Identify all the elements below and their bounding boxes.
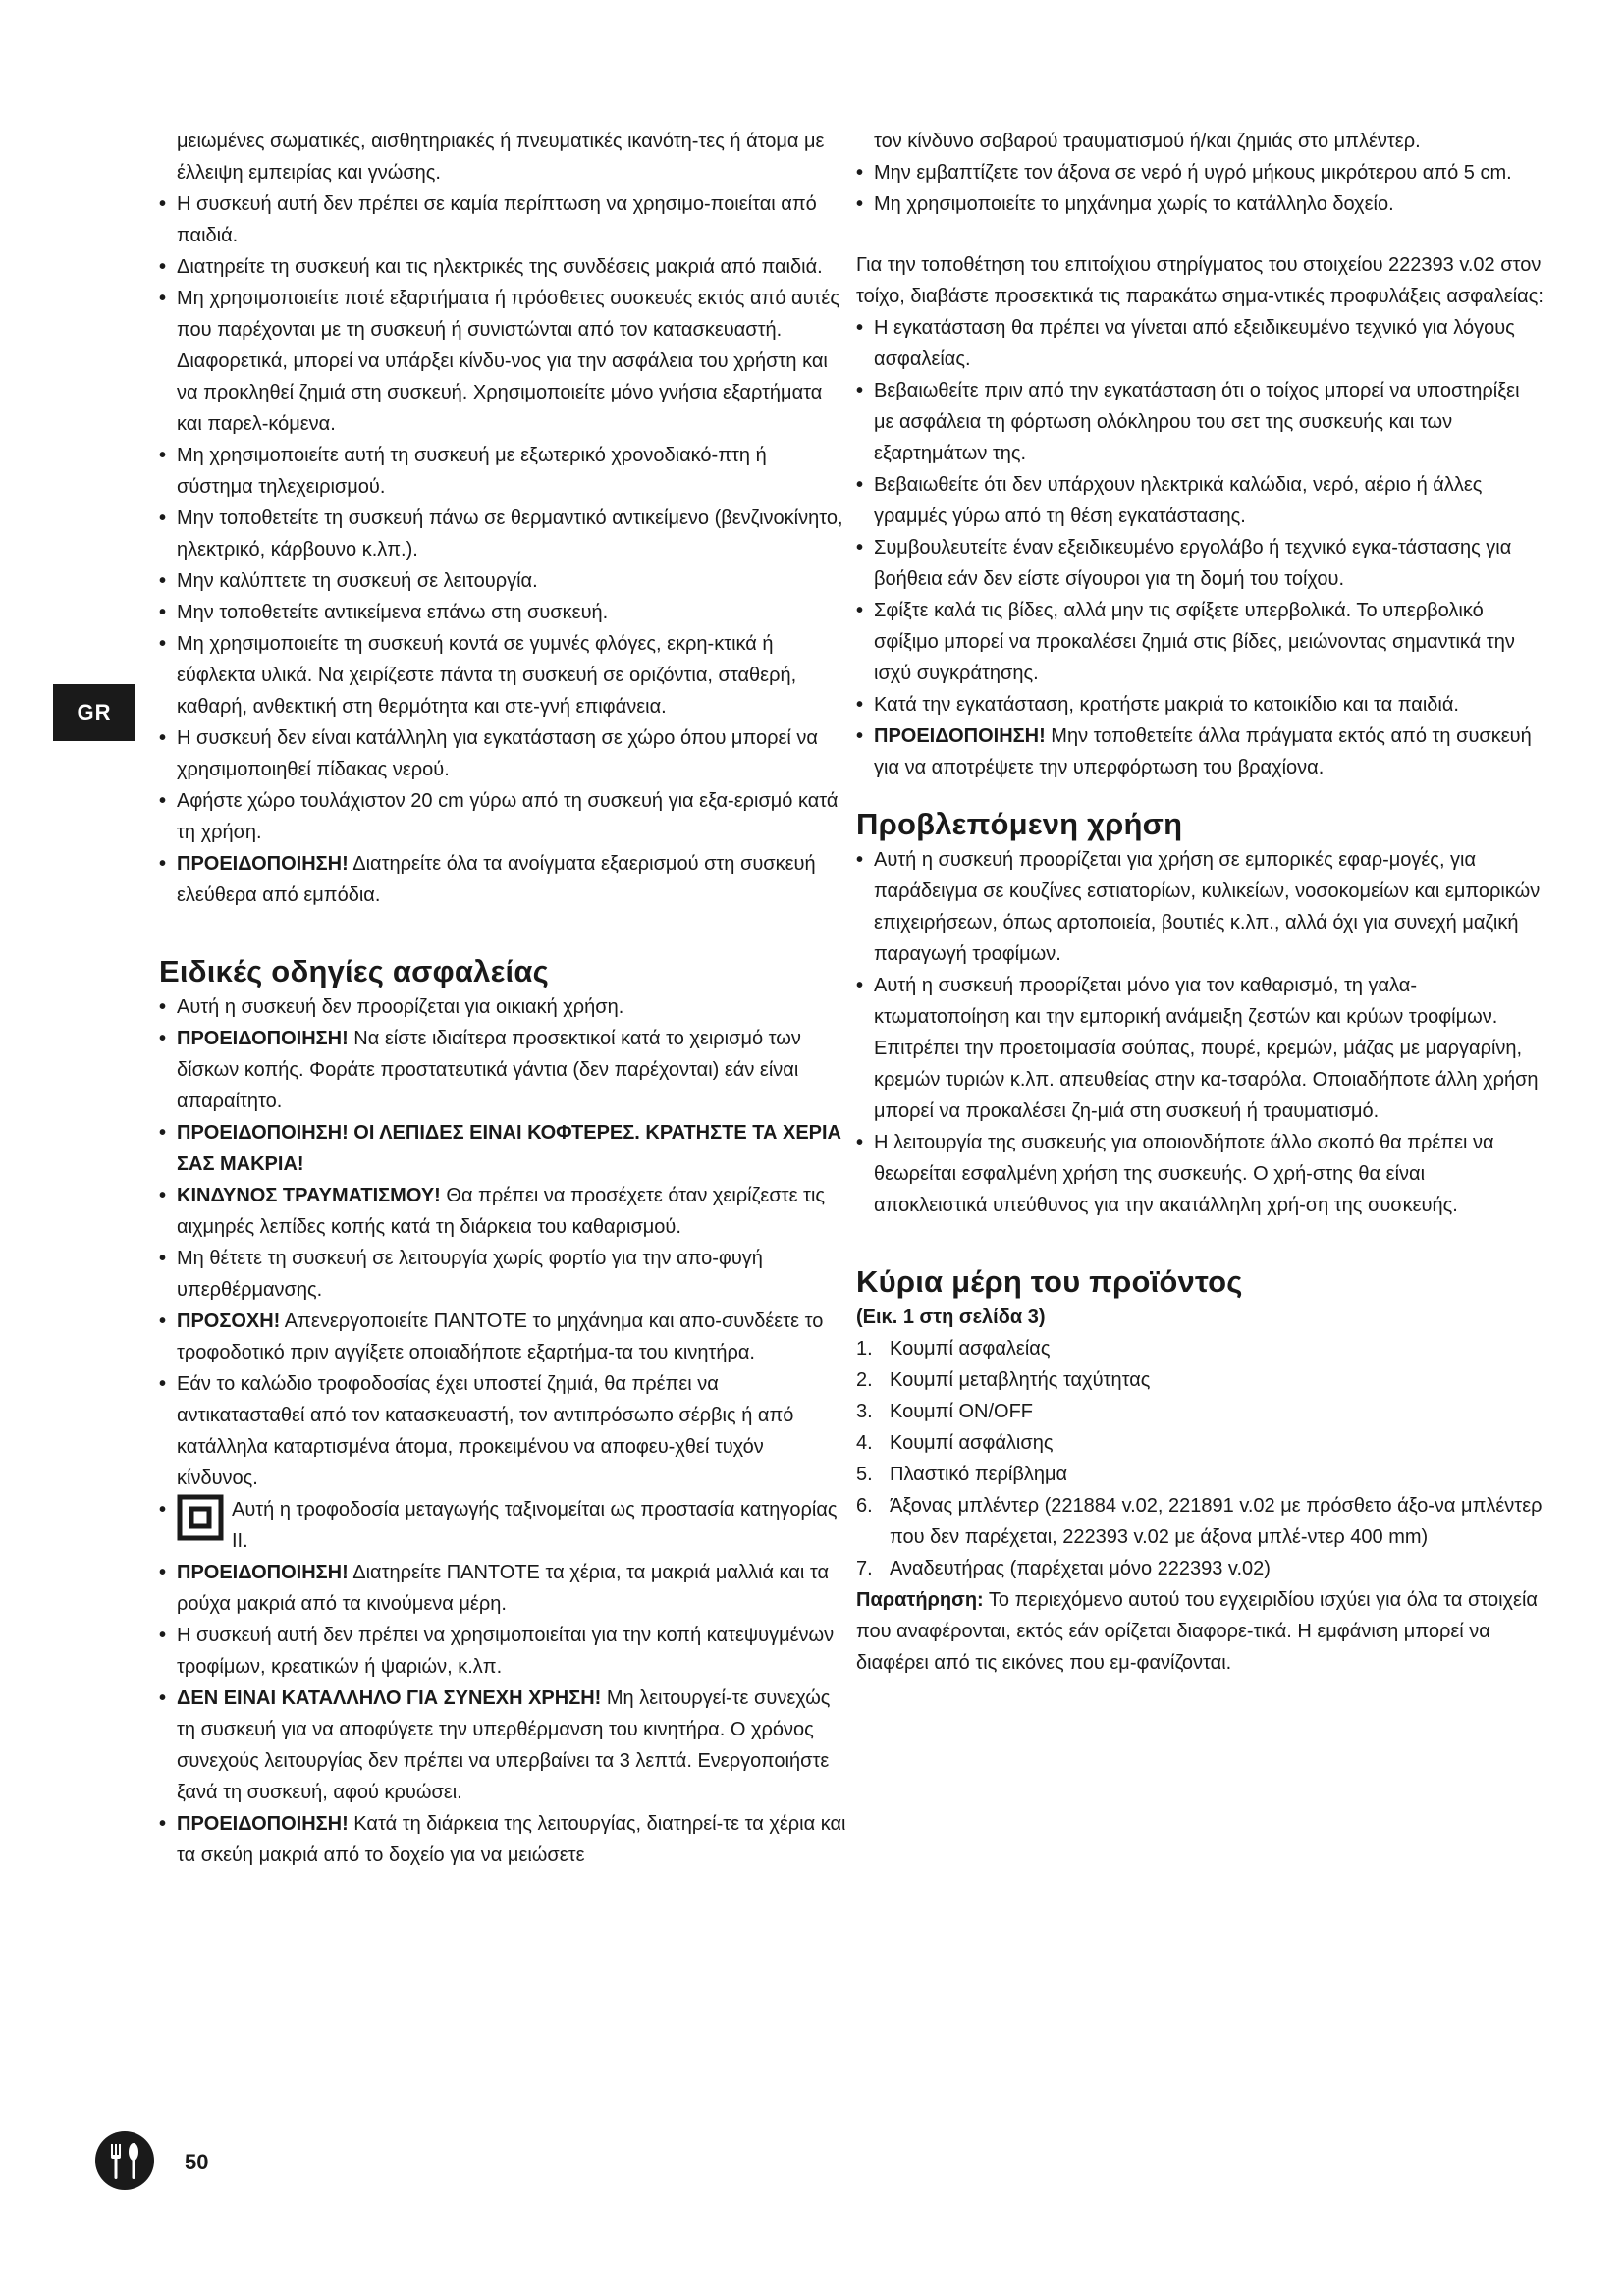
- list-item: 7. Αναδευτήρας (παρέχεται μόνο 222393 v.02): [856, 1558, 1271, 1579]
- section-heading-main-parts: Κύρια μέρη του προϊόντος: [856, 1264, 1243, 1299]
- list-item: 5. Πλαστικό περίβλημα: [856, 1464, 1068, 1485]
- list-item: • Αφήστε χώρο τουλάχιστον 20 cm γύρω από τη συσκευή για εξα-ερισμό κατά τη χρήση.: [159, 785, 846, 848]
- list-item: • Μη χρησιμοποιείτε ποτέ εξαρτήματα ή πρόσθετες συσκευές εκτός από αυτές που παρέχονται με τη συσκευή ή συνιστώνται από τον κατασκευαστή. Διαφορετικά, μπορεί να υπάρξει κίνδυ-νος για την ασφάλεια του χρήστη και να προκληθεί ζημιά στη συσκευή. Χρησιμοποιείτε μόνο γνήσια εξαρτήματα και παρελ-κόμενα.: [159, 283, 846, 440]
- list-item: • Αυτή η συσκευή δεν προορίζεται για οικιακή χρήση.: [159, 991, 846, 1023]
- left-column: [159, 126, 846, 1871]
- list-item: • Βεβαιωθείτε πριν από την εγκατάσταση ότι ο τοίχος μπορεί να υποστηρίξει με ασφάλεια τη φόρτωση ολόκληρου του σετ της συσκευής και των εξαρτημάτων της.: [856, 375, 1543, 469]
- warning-label: ΠΡΟΕΙΔΟΠΟΙΗΣΗ! ΟΙ ΛΕΠΙΔΕΣ ΕΙΝΑΙ ΚΟΦΤΕΡΕΣ. ΚΡΑΤΗΣΤΕ ΤΑ ΧΕΡΙΑ ΣΑΣ ΜΑΚΡΙΑ!: [177, 1122, 841, 1175]
- list-item: 1. Κουμπί ασφαλείας: [856, 1338, 1051, 1360]
- list-item: • ΠΡΟΕΙΔΟΠΟΙΗΣΗ! Διατηρείτε ΠΑΝΤΟΤΕ τα χέρια, τα μακριά μαλλιά και τα ρούχα μακριά από τα κινούμενα μέρη.: [159, 1557, 846, 1620]
- section-heading-intended-use: Προβλεπόμενη χρήση: [856, 807, 1183, 841]
- list-item: • Διατηρείτε τη συσκευή και τις ηλεκτρικές της συνδέσεις μακριά από παιδιά.: [159, 251, 846, 283]
- safety-list-continued: [159, 126, 846, 911]
- list-item: • Κατά την εγκατάσταση, κρατήστε μακριά το κατοικίδιο και τα παιδιά.: [856, 689, 1543, 721]
- list-item: • Βεβαιωθείτε ότι δεν υπάρχουν ηλεκτρικά καλώδια, νερό, αέριο ή άλλες γραμμές γύρω από τη θέση εγκατάστασης.: [856, 469, 1543, 532]
- list-item: [159, 1117, 846, 1180]
- list-item: • Μη θέτετε τη συσκευή σε λειτουργία χωρίς φορτίο για την απο-φυγή υπερθέρμανσης.: [159, 1243, 846, 1306]
- list-item: • Συμβουλευτείτε έναν εξειδικευμένο εργολάβο ή τεχνικό εγκα-τάστασης για βοήθεια εάν δεν είστε σίγουροι για τη δομή του τοίχου.: [856, 532, 1543, 595]
- list-item: • Μη χρησιμοποιείτε τη συσκευή κοντά σε γυμνές φλόγες, εκρη-κτικά ή εύφλεκτα υλικά. Να χειρίζεστε πάντα τη συσκευή σε οριζόντια, σταθερή, καθαρή, ανθεκτική στη θερμότητα και στε-γνή επιφάνεια.: [159, 628, 846, 722]
- intended-use-list: [856, 844, 1543, 1221]
- figure-reference: (Εικ. 1 στη σελίδα 3): [856, 1307, 1046, 1328]
- list-item: 2. Κουμπί μεταβλητής ταχύτητας: [856, 1369, 1151, 1391]
- warning-label: ΠΡΟΕΙΔΟΠΟΙΗΣΗ!: [177, 1028, 349, 1049]
- list-item: • Μην καλύπτετε τη συσκευή σε λειτουργία.: [159, 565, 846, 597]
- list-item: • ΠΡΟΣΟΧΗ! Απενεργοποιείτε ΠΑΝΤΟΤΕ το μηχάνημα και απο-συνδέετε το τροφοδοτικό πριν αγγίξετε οποιαδήποτε εξαρτήμα-τα του κινητήρα.: [159, 1306, 846, 1368]
- list-item: • Μη χρησιμοποιείτε το μηχάνημα χωρίς το κατάλληλο δοχείο.: [856, 188, 1543, 220]
- language-tab: GR: [53, 684, 135, 741]
- cutlery-icon: [94, 2130, 155, 2191]
- list-item: • Αυτή η συσκευή προορίζεται μόνο για τον καθαρισμό, τη γαλα-κτωματοποίηση και την εμπορική ανάμειξη ζεστών και κρύων τροφίμων. Επιτρέπει την προετοιμασία σούπας, πουρέ, κρεμών, μάζας με μαργαρίνη, κρεμών τυριών κ.λπ. απευθείας στην κα-τσαρόλα. Οποιαδήποτε άλλη χρήση μπορεί να προκαλέσει ζη-μιά στη συσκευή ή τραυματισμό.: [856, 970, 1543, 1127]
- list-item: μειωμένες σωματικές, αισθητηριακές ή πνευματικές ικανότη-τες ή άτομα με έλλειψη εμπειρίας και γνώσης.: [177, 131, 825, 184]
- list-item: • Η συσκευή αυτή δεν πρέπει σε καμία περίπτωση να χρησιμο-ποιείται από παιδιά.: [159, 188, 846, 251]
- wall-mount-list: [856, 312, 1543, 783]
- list-item: • Εάν το καλώδιο τροφοδοσίας έχει υποστεί ζημιά, θα πρέπει να αντικατασταθεί από τον κατασκευαστή, τον αντιπρόσωπο σέρβις ή από κατάλληλα καταρτισμένα άτομα, προκειμένου να αποφευ-χθεί τυχόν κίνδυνος.: [159, 1368, 846, 1494]
- list-item: 4. Κουμπί ασφάλισης: [856, 1432, 1054, 1454]
- list-item: • Μη χρησιμοποιείτε αυτή τη συσκευή με εξωτερικό χρονοδιακό-πτη ή σύστημα τηλεχειρισμού.: [159, 440, 846, 503]
- list-item: • Η εγκατάσταση θα πρέπει να γίνεται από εξειδικευμένο τεχνικό για λόγους ασφαλείας.: [856, 312, 1543, 375]
- wall-mount-intro: Για την τοποθέτηση του επιτοίχιου στηρίγματος του στοιχείου 222393 v.02 στον τοίχο, διαβάστε προσεκτικά τις παρακάτω σημα-ντικές προφυλάξεις ασφαλείας:: [856, 254, 1543, 307]
- warning-label: ΚΙΝΔΥΝΟΣ ΤΡΑΥΜΑΤΙΣΜΟΥ!: [177, 1185, 441, 1206]
- list-item: • Σφίξτε καλά τις βίδες, αλλά μην τις σφίξετε υπερβολικά. Το υπερβολικό σφίξιμο μπορεί να προκαλέσει ζημιά στις βίδες, μειώνοντας σημαντικά την ισχύ συγκράτησης.: [856, 595, 1543, 689]
- list-item: • Η συσκευή αυτή δεν πρέπει να χρησιμοποιείται για την κοπή κατεψυγμένων τροφίμων, κρεατικών ή ψαριών, κ.λπ.: [159, 1620, 846, 1682]
- list-item: • Η λειτουργία της συσκευής για οποιονδήποτε άλλο σκοπό θα πρέπει να θεωρείται εσφαλμένη χρήση της συσκευής. Ο χρή-στης θα είναι αποκλειστικά υπεύθυνος για την ακατάλληλη χρή-ση της συσκευής.: [856, 1127, 1543, 1221]
- list-item: • Μην τοποθετείτε αντικείμενα επάνω στη συσκευή.: [159, 597, 846, 628]
- list-item: • ΠΡΟΕΙΔΟΠΟΙΗΣΗ! Μην τοποθετείτε άλλα πράγματα εκτός από τη συσκευή για να αποτρέψετε την υπερφόρτωση του βραχίονα.: [856, 721, 1543, 783]
- warning-label: ΠΡΟΕΙΔΟΠΟΙΗΣΗ!: [874, 725, 1046, 747]
- list-item: • Μην τοποθετείτε τη συσκευή πάνω σε θερμαντικό αντικείμενο (βενζινοκίνητο, ηλεκτρικό, κάρβουνο κ.λπ.).: [159, 503, 846, 565]
- list-item: • Αυτή η τροφοδοσία μεταγωγής ταξινομείται ως προστασία κατηγορίας II.: [159, 1494, 846, 1557]
- warning-label: ΠΡΟΕΙΔΟΠΟΙΗΣΗ!: [177, 853, 349, 875]
- list-item: • ΚΙΝΔΥΝΟΣ ΤΡΑΥΜΑΤΙΣΜΟΥ! Θα πρέπει να προσέχετε όταν χειρίζεστε τις αιχμηρές λεπίδες κοπής κατά τη διάρκεια του καθαρισμού.: [159, 1180, 846, 1243]
- note-label: Παρατήρηση:: [856, 1589, 984, 1611]
- right-column: [856, 126, 1543, 1679]
- parts-list: [856, 1333, 1543, 1584]
- list-item: τον κίνδυνο σοβαρού τραυματισμού ή/και ζημιάς στο μπλέντερ.: [874, 131, 1421, 152]
- warning-label: ΔΕΝ ΕΙΝΑΙ ΚΑΤΑΛΛΗΛΟ ΓΙΑ ΣΥΝΕΧΗ ΧΡΗΣΗ!: [177, 1687, 602, 1709]
- list-item: • Αυτή η συσκευή προορίζεται για χρήση σε εμπορικές εφαρ-μογές, για παράδειγμα σε κουζίνες εστιατορίων, κυλικείων, νοσοκομείων και εμπορικών επιχειρήσεων, όπως αρτοποιεία, βουτιές κ.λπ., αλλά όχι για συνεχή μαζική παραγωγή τροφίμων.: [856, 844, 1543, 970]
- warning-label: ΠΡΟΣΟΧΗ!: [177, 1310, 281, 1332]
- warning-label: ΠΡΟΕΙΔΟΠΟΙΗΣΗ!: [177, 1562, 349, 1583]
- page-number: 50: [185, 2150, 209, 2174]
- list-item: • ΠΡΟΕΙΔΟΠΟΙΗΣΗ! Διατηρείτε όλα τα ανοίγματα εξαερισμού στη συσκευή ελεύθερα από εμπόδια.: [159, 848, 846, 911]
- double-insulation-class-ii-icon: [177, 1494, 224, 1541]
- note: Παρατήρηση: Το περιεχόμενο αυτού του εγχειριδίου ισχύει για όλα τα στοιχεία που αναφέρονται, εκτός εάν ορίζεται διαφορε-τικά. Η εμφάνιση μπορεί να διαφέρει από τις εικόνες που εμ-φανίζονται.: [856, 1589, 1538, 1674]
- list-item: • ΠΡΟΕΙΔΟΠΟΙΗΣΗ! Να είστε ιδιαίτερα προσεκτικοί κατά το χειρισμό των δίσκων κοπής. Φοράτε προστατευτικά γάντια (δεν παρέχονται) εάν είναι απαραίτητο.: [159, 1023, 846, 1117]
- section-heading-special-safety: Ειδικές οδηγίες ασφαλείας: [159, 954, 549, 988]
- safety-list-continued-right: [856, 126, 1543, 220]
- list-item: 6. Άξονας μπλέντερ (221884 v.02, 221891 v.02 με πρόσθετο άξο-να μπλέντερ που δεν παρέχεται, 222393 v.02 με άξονα μπλέ-ντερ 400 mm): [856, 1495, 1543, 1548]
- list-item: • ΠΡΟΕΙΔΟΠΟΙΗΣΗ! Κατά τη διάρκεια της λειτουργίας, διατηρεί-τε τα χέρια και τα σκεύη μακριά από το δοχείο για να μειώσετε: [159, 1808, 846, 1871]
- list-item: • ΔΕΝ ΕΙΝΑΙ ΚΑΤΑΛΛΗΛΟ ΓΙΑ ΣΥΝΕΧΗ ΧΡΗΣΗ! Μη λειτουργεί-τε συνεχώς τη συσκευή για να αποφύγετε την υπερθέρμανση του κινητήρα. Ο χρόνος συνεχούς λειτουργίας δεν πρέπει να υπερβαίνει τα 3 λεπτά. Ενεργοποιήστε ξανά τη συσκευή, αφού κρυώσει.: [159, 1682, 846, 1808]
- warning-label: ΠΡΟΕΙΔΟΠΟΙΗΣΗ!: [177, 1813, 349, 1835]
- list-item: • Μην εμβαπτίζετε τον άξονα σε νερό ή υγρό μήκους μικρότερου από 5 cm.: [856, 157, 1543, 188]
- special-safety-list: [159, 991, 846, 1871]
- list-item: 3. Κουμπί ON/OFF: [856, 1401, 1034, 1422]
- list-item: • Η συσκευή δεν είναι κατάλληλη για εγκατάσταση σε χώρο όπου μπορεί να χρησιμοποιηθεί πίδακας νερού.: [159, 722, 846, 785]
